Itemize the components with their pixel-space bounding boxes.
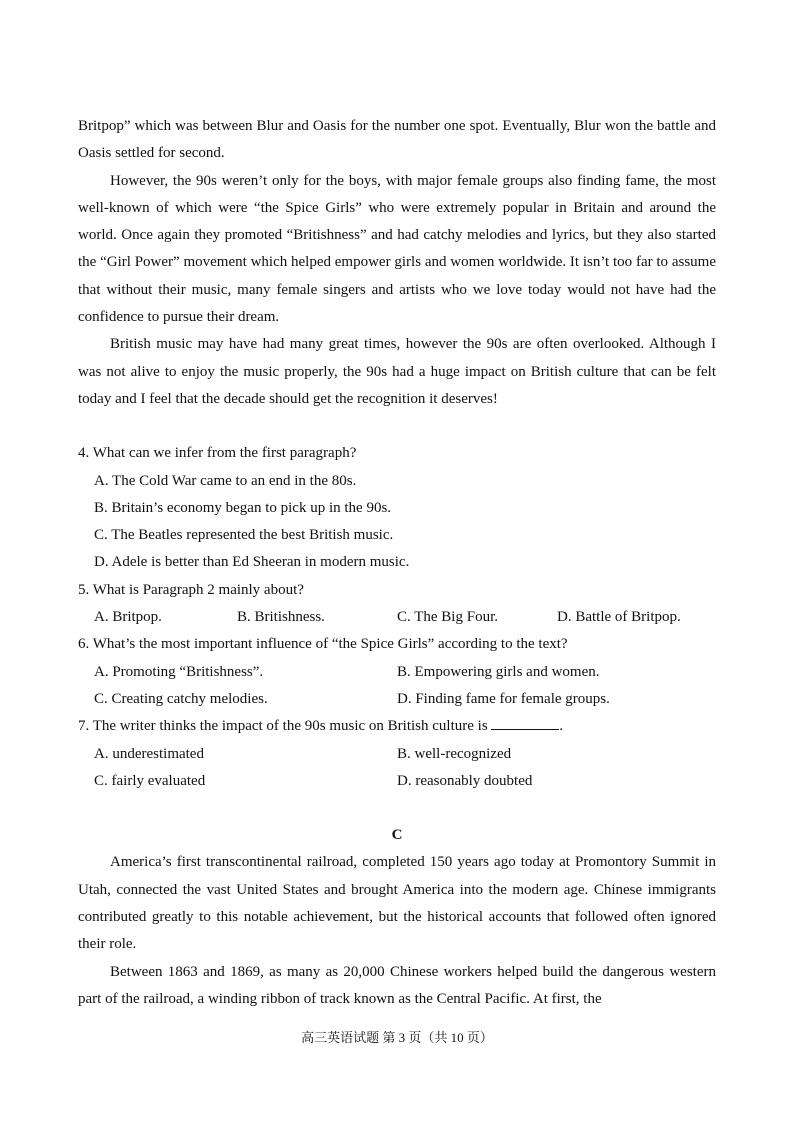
question-stem: 7. The writer thinks the impact of the 90s music on British culture is: [78, 718, 488, 735]
question-4: [78, 440, 716, 576]
exam-page: [78, 113, 716, 1013]
options-row: [78, 741, 716, 768]
option-c: C. fairly evaluated: [94, 772, 206, 789]
passage-c-paragraph-2: Between 1863 and 1869, as many as 20,000 Chinese workers helped build the dangerous western part of the railroad, a winding ribbon of track known as the Central Pacific. At first, the: [78, 963, 716, 1007]
passage-b-paragraph-conclusion: British music may have had many great times, however the 90s are often overlooked. Although I was not alive to enjoy the music properly, the 90s had a huge impact on British culture that can be felt today and I feel that the decade should get the recognition it deserves!: [78, 336, 716, 407]
answer-blank: [491, 717, 559, 730]
options-row: [78, 604, 716, 631]
section-heading-c: C: [391, 827, 403, 844]
options-row: [78, 768, 716, 795]
option-d: D. reasonably doubted: [397, 772, 533, 789]
question-stem: 5. What is Paragraph 2 mainly about?: [78, 581, 304, 598]
passage-b-paragraph-spice-girls: However, the 90s weren’t only for the boys, with major female groups also finding fame, the most well-known of which were “the Spice Girls” who were extremely popular in Britain and around the world. Once again they promoted “Britishness” and had catchy melodies and lyrics, but they also started the “Girl Power” movement which helped empower girls and women worldwide. It isn’t too far to assume that without their music, many female singers and artists who we love today would not have had the confidence to pursue their dream.: [78, 172, 716, 326]
option-b: B. Empowering girls and women.: [397, 663, 600, 680]
passage-c-paragraph-1: America’s first transcontinental railroad, completed 150 years ago today at Promontory Summit in Utah, connected the vast United States and brought America into the modern age. Chinese immigrants contributed greatly to this notable achievement, but the historical accounts that followed often ignored their role.: [78, 854, 716, 953]
option-b: B. Britishness.: [237, 609, 325, 626]
option-a: A. Promoting “Britishness”.: [94, 663, 264, 680]
stem-end: .: [559, 718, 564, 735]
spacer: [78, 795, 716, 822]
option-b: B. Britain’s economy began to pick up in the 90s.: [94, 499, 392, 516]
option-c: C. Creating catchy melodies.: [94, 690, 268, 707]
question-stem: 4. What can we infer from the first paragraph?: [78, 445, 357, 462]
option-d: D. Battle of Britpop.: [557, 609, 681, 626]
options-row: [78, 686, 716, 713]
option-a: A. Britpop.: [94, 609, 162, 626]
option-c: C. The Beatles represented the best British music.: [94, 527, 394, 544]
option-d: D. Adele is better than Ed Sheeran in modern music.: [94, 554, 410, 571]
question-6: [78, 631, 716, 713]
question-stem-line: [78, 713, 716, 740]
question-5: [78, 577, 716, 632]
option-a: A. underestimated: [94, 745, 204, 762]
option-b: B. well-recognized: [397, 745, 512, 762]
question-7: [78, 713, 716, 795]
spacer: [78, 413, 716, 440]
passage-b-paragraph-end: Britpop” which was between Blur and Oasis for the number one spot. Eventually, Blur won the battle and Oasis settled for second.: [78, 118, 716, 162]
option-c: C. The Big Four.: [397, 609, 498, 626]
options-row: [78, 659, 716, 686]
question-stem: 6. What’s the most important influence of “the Spice Girls” according to the text?: [78, 636, 568, 653]
option-a: A. The Cold War came to an end in the 80s.: [94, 472, 357, 489]
page-footer: 高三英语试题 第 3 页（共 10 页）: [301, 1030, 493, 1045]
option-d: D. Finding fame for female groups.: [397, 690, 610, 707]
